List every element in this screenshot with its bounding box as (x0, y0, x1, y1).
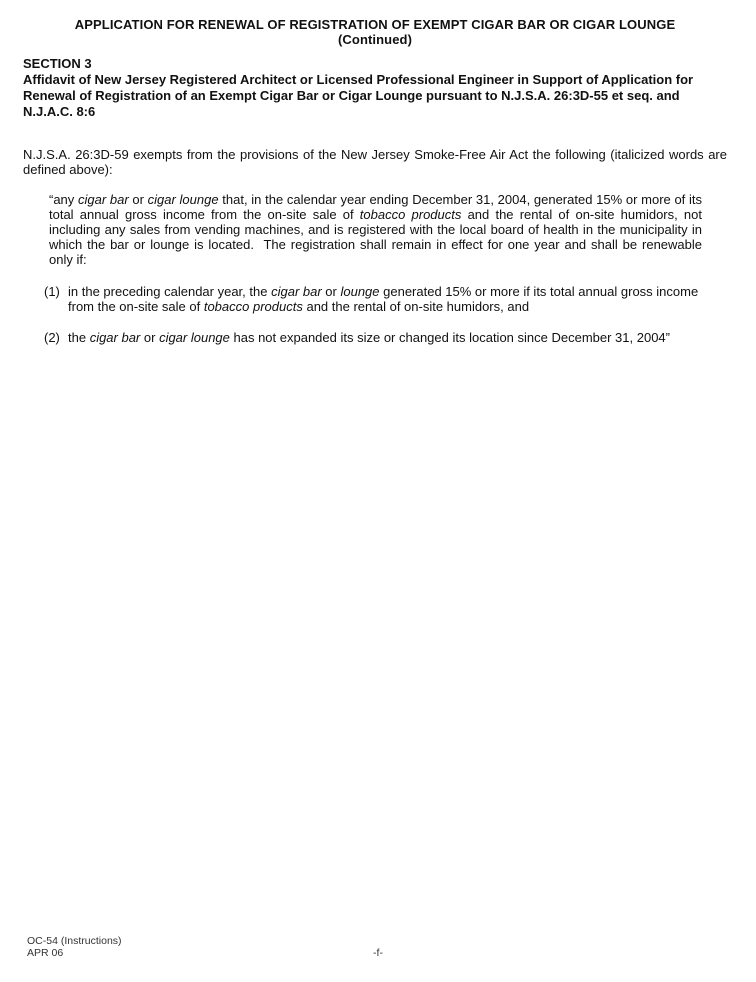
footer-revision-date: APR 06 (27, 946, 64, 959)
footer-form-number: OC-54 (Instructions) (27, 935, 122, 947)
list-item-2-number: (2) (44, 330, 60, 345)
document-title (23, 17, 727, 47)
list-item-2 (44, 330, 703, 345)
document-title-line1: APPLICATION FOR RENEWAL OF REGISTRATION OF EXEMPT CIGAR BAR OR CIGAR LOUNGE (74, 17, 676, 32)
section-heading-block (23, 56, 727, 120)
list-item-1 (44, 284, 703, 314)
document-title-continued: (Continued) (337, 32, 413, 47)
section-number: SECTION 3 (23, 56, 92, 71)
statute-quote-paragraph: “any cigar bar or cigar lounge that, in the calendar year ending December 31, 2004, generated 15% or more of its total annual gross income from the on-site sale of tobacco products and the rental of on-site humidors, not including any sales from vending machines, and is registered with the local board of health in the municipality in which the bar or lounge is located. The registration shall remain in effect for one year and shall be renewable only if: (49, 192, 703, 267)
list-item-2-text: the cigar bar or cigar lounge has not expanded its size or changed its location since December 31, 2004” (68, 330, 670, 345)
footer-page-number: -f- (373, 947, 383, 959)
intro-paragraph: N.J.S.A. 26:3D-59 exempts from the provisions of the New Jersey Smoke-Free Air Act the following (italicized words are defined above): (23, 147, 727, 177)
document-content (23, 17, 727, 345)
list-item-1-text: in the preceding calendar year, the cigar bar or lounge generated 15% or more if its total annual gross income from the on-site sale of tobacco products and the rental of on-site humidors, and (68, 284, 699, 314)
list-item-1-number: (1) (44, 284, 60, 299)
section-subheading: Affidavit of New Jersey Registered Architect or Licensed Professional Engineer in Support of Application for Renewal of Registration of an Exempt Cigar Bar or Cigar Lounge pursuant to N.J.S.A. 26:3D-55 et seq. and N.J.A.C. 8:6 (23, 72, 694, 119)
